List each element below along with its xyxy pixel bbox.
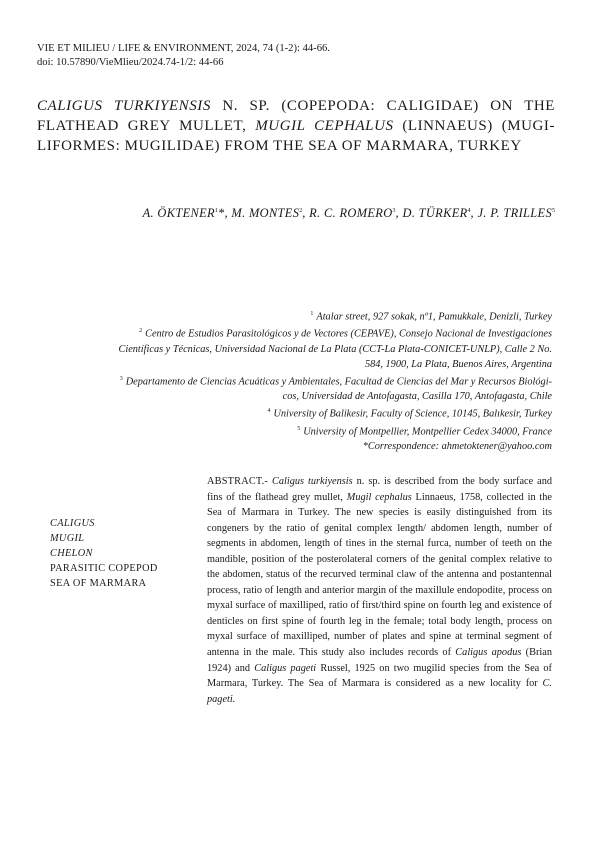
abstract-species-name: Mugil cephalus	[346, 491, 412, 503]
author	[402, 206, 477, 220]
affiliation-text: Científicas y Técnicas, Universidad Nacional de La Plata (CCT-La Plata-CONICET-UNLP), Calle 2 No.	[118, 343, 552, 355]
author-name: A. ÖKTENER	[142, 206, 215, 220]
affiliation-number: 4	[267, 408, 271, 415]
affiliation-text: Departamento de Ciencias Acuáticas y Ambientales, Facultad de Ciencias del Mar y Recursos Biológi-	[125, 376, 552, 388]
keyword-list	[50, 516, 158, 591]
affiliation-text: University of Montpellier, Montpellier Cedex 34000, France	[303, 426, 552, 438]
affiliation-list	[40, 307, 552, 439]
abstract-species-name: Caligus pageti	[254, 662, 317, 674]
title-text-1: N. SP. (COPEPODA: CALIGIDAE) ON THE FLATHEAD GREY MULLET,	[37, 98, 555, 134]
author-affiliation-mark: 2	[299, 207, 303, 214]
affiliation-text: University of Balikesir, Faculty of Science, 10145, Balıkesir, Turkey	[273, 408, 552, 420]
journal-header	[37, 42, 330, 70]
title-host-species: MUGIL CEPHALUS	[255, 118, 394, 134]
author	[477, 206, 555, 220]
abstract-species-name: Caligus apodus	[455, 647, 522, 659]
affiliation-line	[40, 372, 552, 389]
author	[309, 206, 402, 220]
keyword: PARASITIC COPEPOD	[50, 563, 158, 574]
author-separator: ,	[395, 206, 403, 220]
author-name: J. P. TRILLES	[477, 206, 552, 220]
title-species: CALIGUS TURKIYENSIS	[37, 98, 211, 114]
affiliation-line	[40, 404, 552, 421]
author-affiliation-mark: 4	[467, 207, 471, 214]
author-separator: ,	[470, 206, 478, 220]
affiliation-text: Centro de Estudios Parasitológicos y de Vectores (CEPAVE), Consejo Nacional de Investigaciones	[145, 328, 552, 340]
author	[231, 206, 309, 220]
affiliation-text: 584, 1900, La Plata, Buenos Aires, Argentina	[364, 358, 552, 370]
author-affiliation-mark: 1	[214, 207, 218, 214]
affiliation-line	[40, 357, 552, 372]
author-affiliation-mark: 5	[552, 207, 555, 214]
author-separator: *,	[217, 206, 232, 220]
keyword: CALIGUS	[50, 518, 95, 529]
title-text-2: (LINNAEUS) (MUGI-LIFORMES: MUGILIDAE) FROM THE SEA OF MARMARA, TURKEY	[37, 118, 555, 154]
affiliation-line	[40, 324, 552, 341]
keyword: SEA OF MARMARA	[50, 578, 147, 589]
affiliations	[40, 307, 552, 454]
affiliation-number: 3	[119, 375, 123, 382]
abstract-species-name: Caligus turkiyensis	[272, 476, 353, 487]
affiliation-number: 2	[139, 328, 143, 335]
author-affiliation-mark: 3	[392, 207, 396, 214]
article-title	[37, 96, 555, 156]
abstract-species-name: C. pageti.	[207, 678, 552, 705]
abstract	[207, 474, 552, 707]
author-separator: ,	[302, 206, 310, 220]
author-list	[143, 206, 555, 221]
affiliation-line	[40, 422, 552, 439]
affiliation-number: 1	[310, 311, 314, 317]
affiliation-line	[40, 307, 552, 324]
author-name: D. TÜRKER	[402, 206, 468, 220]
abstract-text: Russel, 1925 on two mugilid species from the Sea of Marmara, Turkey. The Sea of Marmara is considered as a new locality for	[207, 662, 552, 690]
abstract-label: ABSTRACT.-	[207, 476, 269, 487]
journal-citation: VIE ET MILIEU / LIFE & ENVIRONMENT, 2024, 74 (1-2): 44-66.	[37, 43, 330, 54]
abstract-text: (Brian 1924) and	[207, 647, 552, 674]
affiliation-line	[40, 342, 552, 357]
doi-line: doi: 10.57890/VieMlieu/2024.74-1/2: 44-66	[37, 57, 224, 68]
affiliation-text: Atalar street, 927 sokak, nº1, Pamukkale, Denizli, Turkey	[316, 311, 552, 323]
keyword: MUGIL	[50, 533, 85, 544]
abstract-text: n. sp. is described from the body surface and fins of the flathead grey mullet,	[207, 476, 552, 503]
author-name: R. C. ROMERO	[309, 206, 393, 220]
keyword: CHELON	[50, 548, 93, 559]
abstract-text: Linnaeus, 1758, collected in the Sea of Marmara in Turkey. The new species is easily distinguished from its congeners by the ratio of genital complex length/ abdomen length, number of segments in abdomen, length of tines in the sternal furca, number of teeth on the mandible, position of the posterolateral corners of the genital complex relative to the abdomen, status of the recurved terminal claw of the antenna and postantennal process, ratio of length and anterior margin of the maxillule endopodite, process on myxal surface of maxilliped, ratio of first/third spine on fourth leg and existence of denticles on first spine of fourth leg in the female; total body length, process on myxal surface of maxilliped, number of plates and spine at terminal segment of antenna in the male. This study also includes records of	[207, 491, 552, 659]
affiliation-line	[40, 389, 552, 404]
affiliation-text: cos, Universidad de Antofagasta, Casilla 170, Antofagasta, Chile	[282, 391, 552, 403]
affiliation-number: 5	[297, 425, 301, 432]
author-name: M. MONTES	[231, 206, 300, 220]
author	[143, 206, 232, 220]
correspondence: *Correspondence: ahmetoktener@yahoo.com	[362, 441, 552, 453]
